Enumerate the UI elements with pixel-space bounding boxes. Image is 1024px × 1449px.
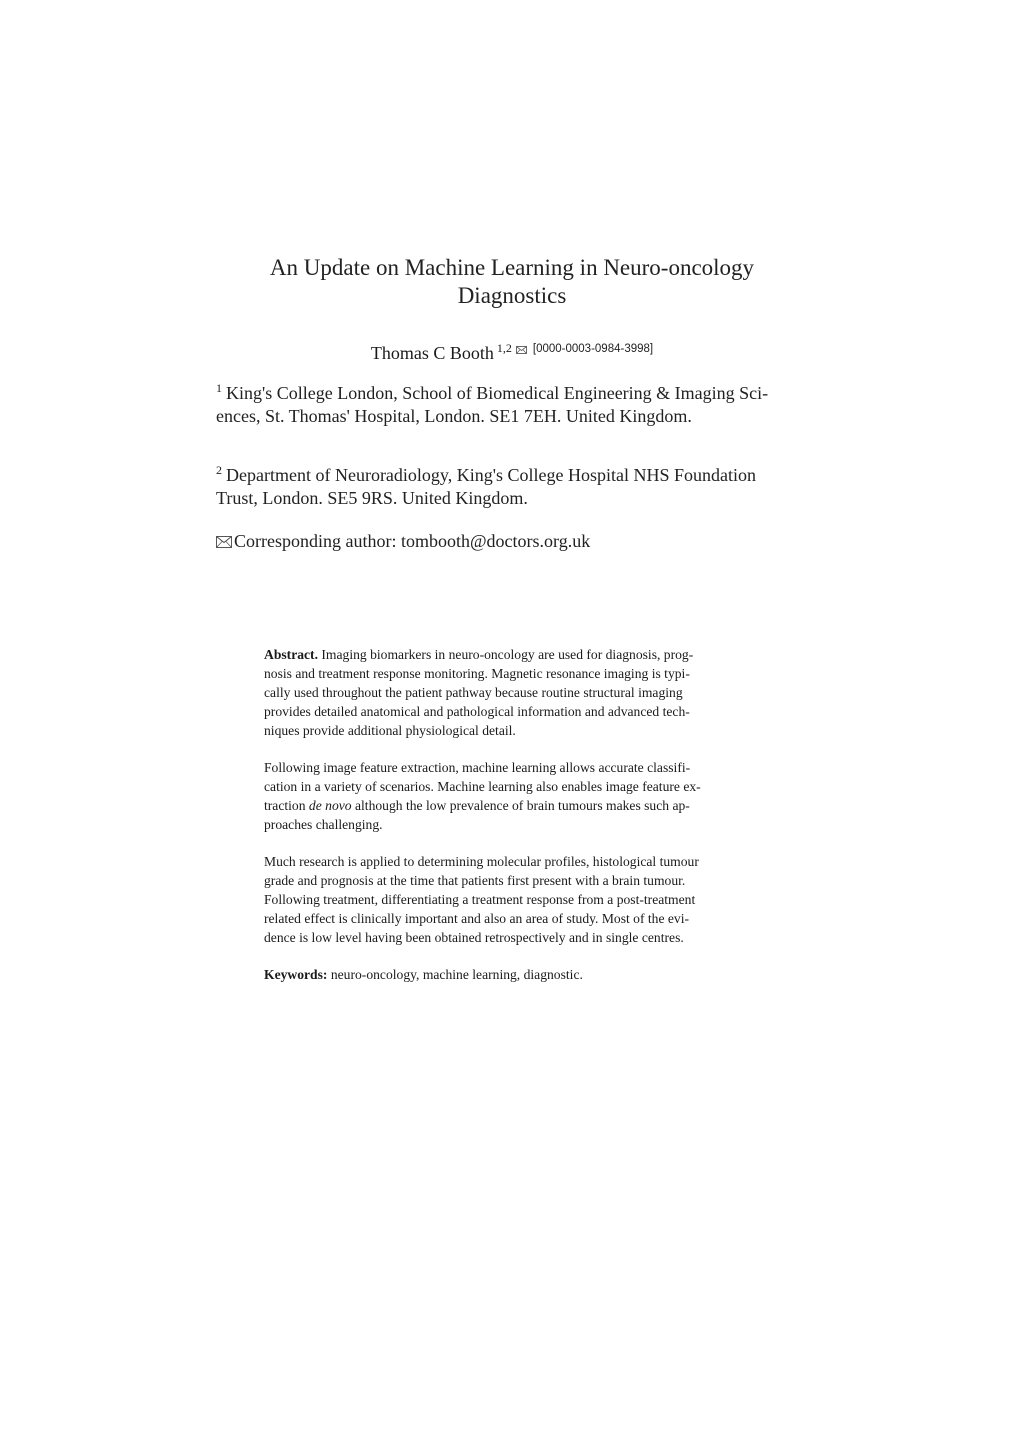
affiliation-2-number: 2 — [216, 463, 222, 477]
abstract-p1-line-3: cally used throughout the patient pathway because routine structural imaging — [264, 685, 683, 700]
abstract-p3-line-1: Much research is applied to determining molecular profiles, histological tumour — [264, 854, 699, 869]
keywords — [264, 965, 758, 984]
paper-title-line-2: Diagnostics — [457, 283, 567, 308]
corresponding-author-text[interactable]: Corresponding author: tombooth@doctors.org.uk — [234, 531, 591, 551]
abstract-p1-line-4: provides detailed anatomical and pathological information and advanced tech- — [264, 704, 690, 719]
affiliation-1-line-2: ences, St. Thomas' Hospital, London. SE1 7EH. United Kingdom. — [216, 406, 692, 426]
abstract-p2-line-4: proaches challenging. — [264, 817, 383, 832]
abstract — [264, 645, 758, 1002]
affiliation-1 — [216, 377, 800, 428]
abstract-p3-line-5: dence is low level having been obtained retrospectively and in single centres. — [264, 930, 684, 945]
abstract-paragraph-3 — [264, 852, 758, 947]
abstract-paragraph-2 — [264, 758, 758, 834]
affiliation-2-line-2: Trust, London. SE5 9RS. United Kingdom. — [216, 488, 528, 508]
abstract-p2-line-1: Following image feature extraction, machine learning allows accurate classifi- — [264, 760, 691, 775]
affiliation-2-line-1: Department of Neuroradiology, King's College Hospital NHS Foundation — [226, 465, 756, 485]
abstract-p2-line-2: cation in a variety of scenarios. Machine learning also enables image feature ex- — [264, 779, 701, 794]
author-name: Thomas C Booth — [370, 343, 494, 363]
abstract-p1-line-5: niques provide additional physiological detail. — [264, 723, 516, 738]
abstract-p3-line-2: grade and prognosis at the time that patients first present with a brain tumour. — [264, 873, 686, 888]
abstract-p1-line-2: nosis and treatment response monitoring. Magnetic resonance imaging is typi- — [264, 666, 690, 681]
paper-title-line-1: An Update on Machine Learning in Neuro-oncology — [269, 255, 755, 280]
author-affiliation-marks: 1,2 — [496, 341, 512, 355]
abstract-paragraph-1 — [264, 645, 758, 740]
envelope-icon — [516, 336, 527, 360]
abstract-italic-term: de novo — [308, 798, 352, 813]
keywords-label: Keywords: — [264, 967, 328, 982]
envelope-icon — [216, 531, 232, 554]
author-line — [0, 336, 1024, 365]
affiliation-1-line-1: King's College London, School of Biomedical Engineering & Imaging Sci- — [226, 383, 769, 403]
abstract-p3-line-4: related effect is clinically important and also an area of study. Most of the evi- — [264, 911, 690, 926]
abstract-p1-line-1: Imaging biomarkers in neuro-oncology are used for diagnosis, prog- — [321, 647, 694, 662]
abstract-p2-line-3-start: traction — [264, 798, 309, 813]
paper-title — [212, 254, 812, 310]
keywords-text: neuro-oncology, machine learning, diagnostic. — [330, 967, 583, 982]
corresponding-author — [216, 530, 590, 554]
abstract-p2-line-3-end: although the low prevalence of brain tumours makes such ap- — [351, 798, 690, 813]
affiliation-1-number: 1 — [216, 381, 222, 395]
abstract-heading: Abstract. — [264, 647, 318, 662]
author-orcid[interactable]: [0000-0003-0984-3998] — [532, 343, 654, 355]
affiliation-2 — [216, 459, 800, 510]
abstract-p3-line-3: Following treatment, differentiating a treatment response from a post-treatment — [264, 892, 696, 907]
